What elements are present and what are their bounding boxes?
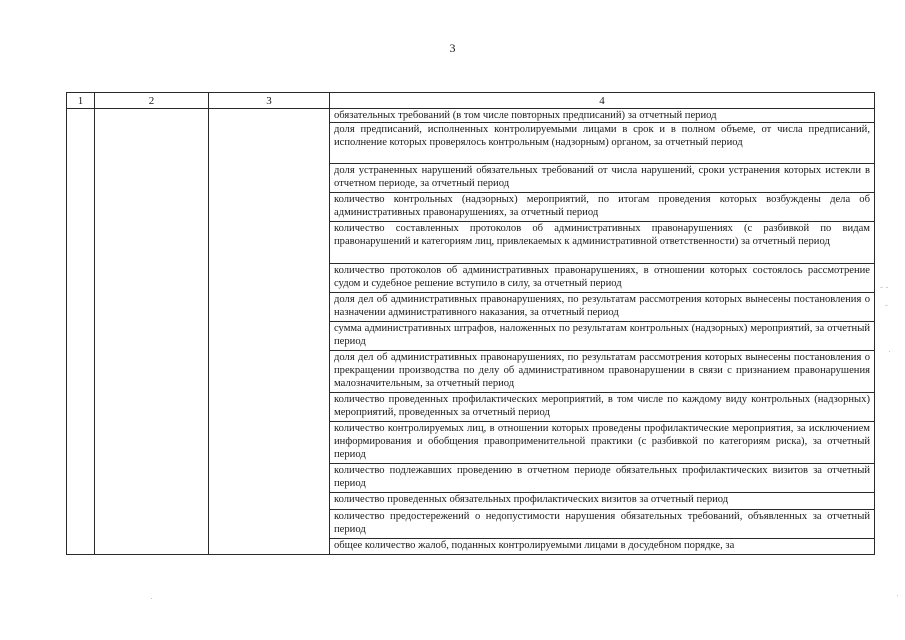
- scan-speck: - -: [880, 282, 889, 292]
- indicator-text: количество проведенных профилактических мероприятий, в том числе по каждому виду контрольных (надзорных) мероприятий, проведенных за отчетный период: [334, 394, 870, 419]
- indicator-text: сумма административных штрафов, наложенных по результатам контрольных (надзорных) мероприятий, за отчетный период: [334, 323, 870, 348]
- scan-speck: ·: [150, 593, 153, 603]
- indicator-cell: [330, 539, 875, 555]
- indicator-text: количество проведенных обязательных профилактических визитов за отчетный период: [334, 494, 729, 505]
- indicator-cell: [330, 164, 875, 193]
- indicator-text: обязательных требований (в том числе повторных предписаний) за отчетный период: [334, 110, 717, 121]
- indicator-text: количество протоколов об административных правонарушениях, в отношении которых состоялось рассмотрение судом и судебное решение вступило в силу, за отчетный период: [334, 265, 870, 290]
- indicator-text: доля дел об административных правонарушениях, по результатам рассмотрения которых вынесены постановления о прекращении производства по делу об административном правонарушении в связи с признанием правонарушения малозначительным, за отчетный период: [334, 352, 870, 390]
- scan-speck: ·: [896, 590, 899, 600]
- indicator-text: доля предписаний, исполненных контролируемыми лицами в срок и в полном объеме, от числа предписаний, исполнение которых проверялось контрольным (надзорным) органом, за отчетный период: [334, 124, 870, 149]
- indicator-cell: [330, 510, 875, 539]
- indicator-cell: [330, 123, 875, 164]
- column-header-2: 2: [95, 93, 209, 109]
- indicator-cell: [330, 351, 875, 393]
- column-header-1: 1: [67, 93, 95, 109]
- indicator-cell: [330, 493, 875, 510]
- indicator-cell: [330, 322, 875, 351]
- indicator-text: доля устраненных нарушений обязательных требований от числа нарушений, сроки устранения которых истекли в отчетном периоде, за отчетный период: [334, 165, 870, 190]
- indicator-cell: [330, 193, 875, 222]
- indicators-table: [66, 92, 875, 555]
- column-header-4: 4: [330, 93, 875, 109]
- column-1-cell: [67, 109, 95, 555]
- table-header-row: [67, 93, 875, 109]
- indicator-cell: [330, 422, 875, 464]
- indicator-cell: [330, 264, 875, 293]
- indicator-text: количество контрольных (надзорных) мероприятий, по итогам проведения которых возбуждены дела об административных правонарушениях, за отчетный период: [334, 194, 870, 219]
- column-header-3: 3: [209, 93, 330, 109]
- scan-speck: -: [885, 300, 888, 310]
- indicator-cell: [330, 293, 875, 322]
- indicator-text: общее количество жалоб, поданных контролируемыми лицами в досудебном порядке, за: [334, 540, 735, 551]
- indicator-text: количество предостережений о недопустимости нарушения обязательных требований, объявленных за отчетный период: [334, 511, 870, 536]
- indicator-cell: [330, 222, 875, 264]
- indicator-cell: [330, 393, 875, 422]
- indicator-text: количество составленных протоколов об административных правонарушениях (с разбивкой по видам правонарушений и категориям лиц, привлекаемых к административной ответственности) за отчетный период: [334, 223, 870, 248]
- indicator-cell: [330, 109, 875, 123]
- indicator-cell: [330, 464, 875, 493]
- indicator-text: количество подлежавших проведению в отчетном периоде обязательных профилактических визитов за отчетный период: [334, 465, 870, 490]
- column-2-cell: [95, 109, 209, 555]
- column-3-cell: [209, 109, 330, 555]
- indicator-text: доля дел об административных правонарушениях, по результатам рассмотрения которых вынесены постановления о назначении административного наказания, за отчетный период: [334, 294, 870, 319]
- indicator-text: количество контролируемых лиц, в отношении которых проведены профилактические мероприятия, за исключением информирования и обобщения правоприменительной практики (с разбивкой по категориям риска), за отчетный период: [334, 423, 870, 461]
- table-row: [67, 109, 875, 123]
- page-number: 3: [449, 41, 456, 55]
- scan-speck: ·: [888, 346, 891, 356]
